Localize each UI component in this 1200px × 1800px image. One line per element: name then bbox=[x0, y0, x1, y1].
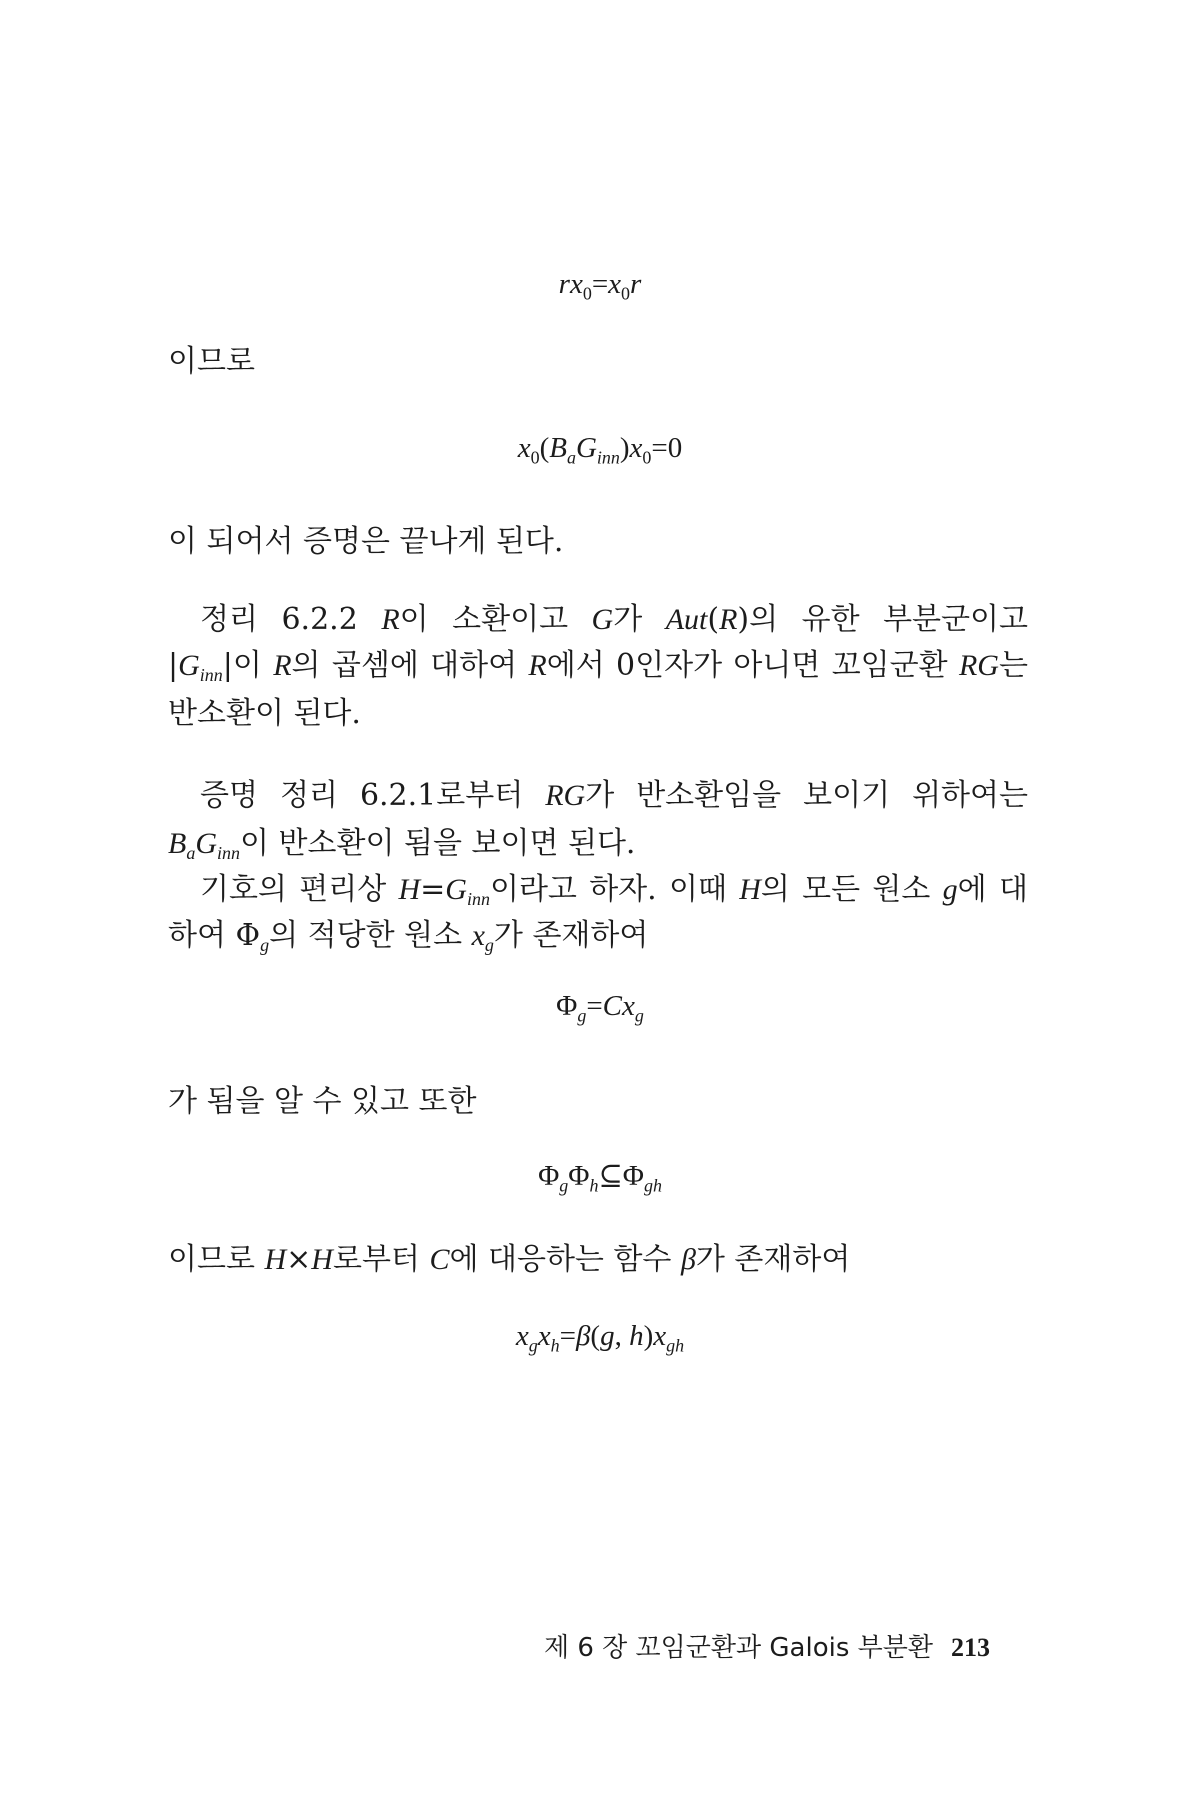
theorem-line-1: 정리 6.2.2 R이 소환이고 G가 Aut(R)의 유한 부분군이고 bbox=[200, 602, 1028, 637]
equation-4: $\Phi_g\Phi_h⊆\Phi_{gh}$ bbox=[538, 1160, 662, 1196]
equation-5: $x_gx_h=\beta(g$, $h)x_{gh}$ bbox=[515, 1320, 685, 1356]
proof-line-2: $B_aG_{inn}$이 반소환이 됨을 보이면 된다. bbox=[168, 826, 636, 864]
paragraph-2: 이 되어서 증명은 끝나게 된다. bbox=[168, 524, 564, 559]
page-footer bbox=[544, 1627, 990, 1664]
equation-2: $x_0(B_aG_{inn})x_0=0$ bbox=[517, 432, 683, 468]
proof-line-1: 증명 정리 6.2.1로부터 RG가 반소환임을 보이기 위하여는 bbox=[200, 778, 1028, 813]
chapter-title: 제 6 장 꼬임군환과 Galois 부분환 bbox=[543, 1633, 933, 1663]
equation-1: $rx_0=x_0r$ bbox=[558, 268, 642, 304]
equation-3: $\Phi_g=Cx_g$ bbox=[556, 990, 644, 1026]
page-number: 213 bbox=[951, 1633, 990, 1662]
paragraph-4: 이므로 H×H로부터 C에 대응하는 함수 β가 존재하여 bbox=[168, 1242, 851, 1277]
paragraph-3: 가 됨을 알 수 있고 또한 bbox=[168, 1084, 477, 1119]
proof-line-4: 하여 $\Phi_g$의 적당한 원소 $x_g$가 존재하여 bbox=[168, 918, 649, 956]
theorem-line-2: $|G_{inn}|$이 R의 곱셈에 대하여 R에서 0인자가 아니면 꼬임군환 RG는 bbox=[168, 648, 1028, 686]
theorem-line-3: 반소환이 된다. bbox=[168, 696, 361, 731]
paragraph-1: 이므로 bbox=[168, 344, 255, 379]
proof-line-3: 기호의 편리상 $H=G_{inn}$이라고 하자. 이때 H의 모든 원소 g에 대 bbox=[200, 872, 1028, 910]
